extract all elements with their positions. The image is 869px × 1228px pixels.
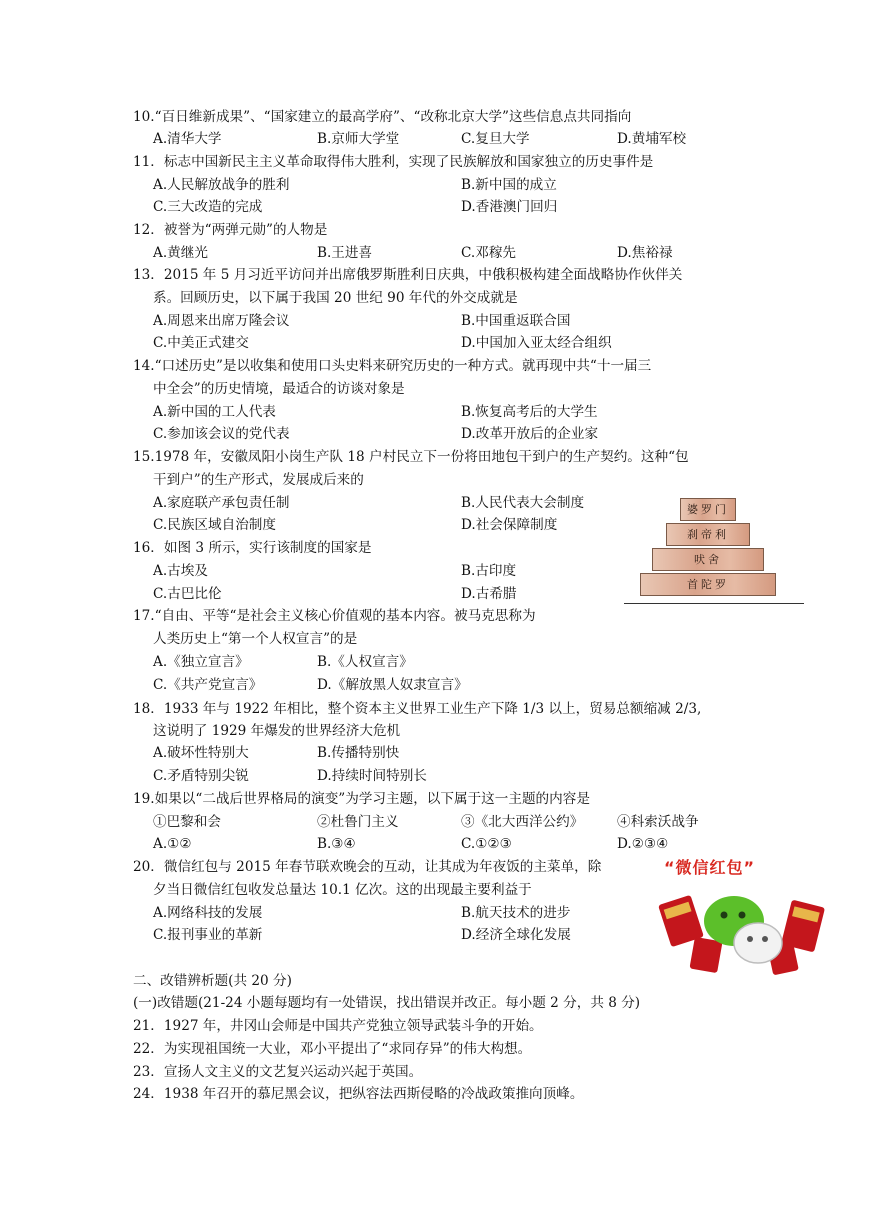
question-23: 23．宣扬人文主义的文艺复兴运动兴起于英国。 [133, 1064, 423, 1080]
question-12-stem: 12．被誉为“两弹元勋”的人物是 [133, 222, 328, 238]
q10-option-c: C.复旦大学 [461, 131, 530, 147]
question-15-stem-line2: 干到户”的生产形式，发展成后来的 [153, 472, 364, 488]
q13-option-a: A.周恩来出席万隆会议 [153, 313, 290, 329]
q13-option-d: D.中国加入亚太经合组织 [461, 335, 612, 351]
q10-option-a: A.清华大学 [153, 131, 222, 147]
q12-option-d: D.焦裕禄 [617, 245, 673, 261]
q10-option-d: D.黄埔军校 [617, 131, 687, 147]
caste-tier-vaishya: 吠舍 [652, 548, 764, 571]
figure-baseline [624, 603, 804, 604]
q11-option-a: A.人民解放战争的胜利 [153, 177, 290, 193]
q14-option-b: B.恢复高考后的大学生 [461, 404, 598, 420]
caste-tier-shudra: 首陀罗 [640, 573, 776, 596]
question-14-stem-line2: 中全会”的历史情境，最适合的访谈对象是 [153, 381, 405, 397]
q18-option-a: A.破坏性特别大 [153, 745, 249, 761]
caste-tier-kshatriya: 刹帝利 [666, 523, 750, 546]
q20-option-c: C.报刊事业的革新 [153, 927, 263, 943]
q18-option-b: B.传播特别快 [317, 745, 400, 761]
q20-option-b: B.航天技术的进步 [461, 905, 571, 921]
caste-pyramid-figure [624, 493, 804, 605]
q17-option-d: D.《解放黑人奴隶宣言》 [317, 677, 468, 693]
q10-option-b: B.京师大学堂 [317, 131, 400, 147]
q13-option-b: B.中国重返联合国 [461, 313, 571, 329]
q18-option-d: D.持续时间特别长 [317, 768, 427, 784]
q19-item-2: ②杜鲁门主义 [317, 814, 399, 830]
question-16-stem: 16．如图 3 所示，实行该制度的国家是 [133, 540, 372, 556]
q17-option-c: C.《共产党宣言》 [153, 677, 263, 693]
q16-option-d: D.古希腊 [461, 586, 517, 602]
q13-option-c: C.中美正式建交 [153, 335, 249, 351]
question-24: 24．1938 年召开的慕尼黑会议，把纵容法西斯侵略的冷战政策推向顶峰。 [133, 1086, 584, 1102]
red-envelope-icon [689, 937, 722, 973]
caste-tier-brahmin: 婆罗门 [680, 498, 736, 521]
section-2-title: 二、改错辨析题(共 20 分) [133, 973, 292, 989]
question-17-stem-line2: 人类历史上“第一个人权宣言”的是 [153, 631, 358, 647]
section-2-instructions: (一)改错题(21-24 小题每题均有一处错误，找出错误并改正。每小题 2 分，共 8 分) [133, 995, 641, 1011]
question-17-stem-line1: 17.“自由、平等“是社会主义核心价值观的基本内容。被马克思称为 [133, 608, 536, 624]
q17-option-b: B.《人权宣言》 [317, 654, 413, 670]
question-14-stem-line1: 14.“口述历史”是以收集和使用口头史料来研究历史的一种方式。就再现中共“十一届三 [133, 358, 652, 374]
q17-option-a: A.《独立宣言》 [153, 654, 249, 670]
question-18-stem-line1: 18．1933 年与 1922 年相比，整个资本主义世界工业生产下降 1/3 以上，贸易总额缩减 2/3, [133, 701, 702, 717]
q15-option-a: A.家庭联产承包责任制 [153, 495, 290, 511]
question-21: 21．1927 年，井冈山会师是中国共产党独立领导武装斗争的开始。 [133, 1018, 543, 1034]
q19-option-d: D.②③④ [617, 836, 669, 852]
q14-option-a: A.新中国的工人代表 [153, 404, 276, 420]
q15-option-b: B.人民代表大会制度 [461, 495, 585, 511]
question-13-stem-line2: 系。回顾历史，以下属于我国 20 世纪 90 年代的外交成就是 [153, 290, 518, 306]
q12-option-c: C.邓稼先 [461, 245, 517, 261]
q14-option-d: D.改革开放后的企业家 [461, 426, 599, 442]
q18-option-c: C.矛盾特别尖锐 [153, 768, 249, 784]
q14-option-c: C.参加该会议的党代表 [153, 426, 290, 442]
q20-option-a: A.网络科技的发展 [153, 905, 263, 921]
q19-item-4: ④科索沃战争 [617, 814, 699, 830]
q12-option-b: B.王进喜 [317, 245, 373, 261]
question-13-stem-line1: 13．2015 年 5 月习近平访问并出席俄罗斯胜利日庆典，中俄积极构建全面战略协作伙伴关 [133, 267, 683, 283]
q19-option-c: C.①②③ [461, 836, 512, 852]
question-22: 22．为实现祖国统一大业，邓小平提出了“求同存异”的伟大构想。 [133, 1041, 532, 1057]
question-20-stem-line1: 20．微信红包与 2015 年春节联欢晚会的互动，让其成为年夜饭的主菜单，除 [133, 859, 602, 875]
q16-option-b: B.古印度 [461, 563, 517, 579]
question-20-stem-line2: 夕当日微信红包收发总量达 10.1 亿次。这的出现最主要利益于 [153, 882, 532, 898]
q19-option-b: B.③④ [317, 836, 356, 852]
q11-option-c: C.三大改造的完成 [153, 199, 263, 215]
q11-option-d: D.香港澳门回归 [461, 199, 558, 215]
wechat-red-envelope-label: “微信红包” [664, 858, 756, 877]
q11-option-b: B.新中国的成立 [461, 177, 557, 193]
q19-item-1: ①巴黎和会 [153, 814, 221, 830]
q12-option-a: A.黄继光 [153, 245, 208, 261]
q15-option-c: C.民族区域自治制度 [153, 517, 276, 533]
q15-option-d: D.社会保障制度 [461, 517, 558, 533]
q16-option-a: A.古埃及 [153, 563, 208, 579]
q19-option-a: A.①② [153, 836, 192, 852]
q19-item-3: ③《北大西洋公约》 [461, 814, 584, 830]
question-15-stem-line1: 15.1978 年，安徽凤阳小岗生产队 18 户村民立下一份将田地包干到户的生产契约。这种“包 [133, 449, 689, 465]
question-11-stem: 11．标志中国新民主主义革命取得伟大胜利，实现了民族解放和国家独立的历史事件是 [133, 154, 654, 170]
question-18-stem-line2: 这说明了 1929 年爆发的世界经济大危机 [153, 723, 401, 739]
q16-option-c: C.古巴比伦 [153, 586, 222, 602]
question-19-stem: 19.如果以“二战后世界格局的演变”为学习主题，以下属于这一主题的内容是 [133, 791, 590, 807]
q20-option-d: D.经济全球化发展 [461, 927, 571, 943]
question-10-stem: 10.“百日维新成果”、“国家建立的最高学府”、“改称北京大学”这些信息点共同指向 [133, 109, 632, 125]
